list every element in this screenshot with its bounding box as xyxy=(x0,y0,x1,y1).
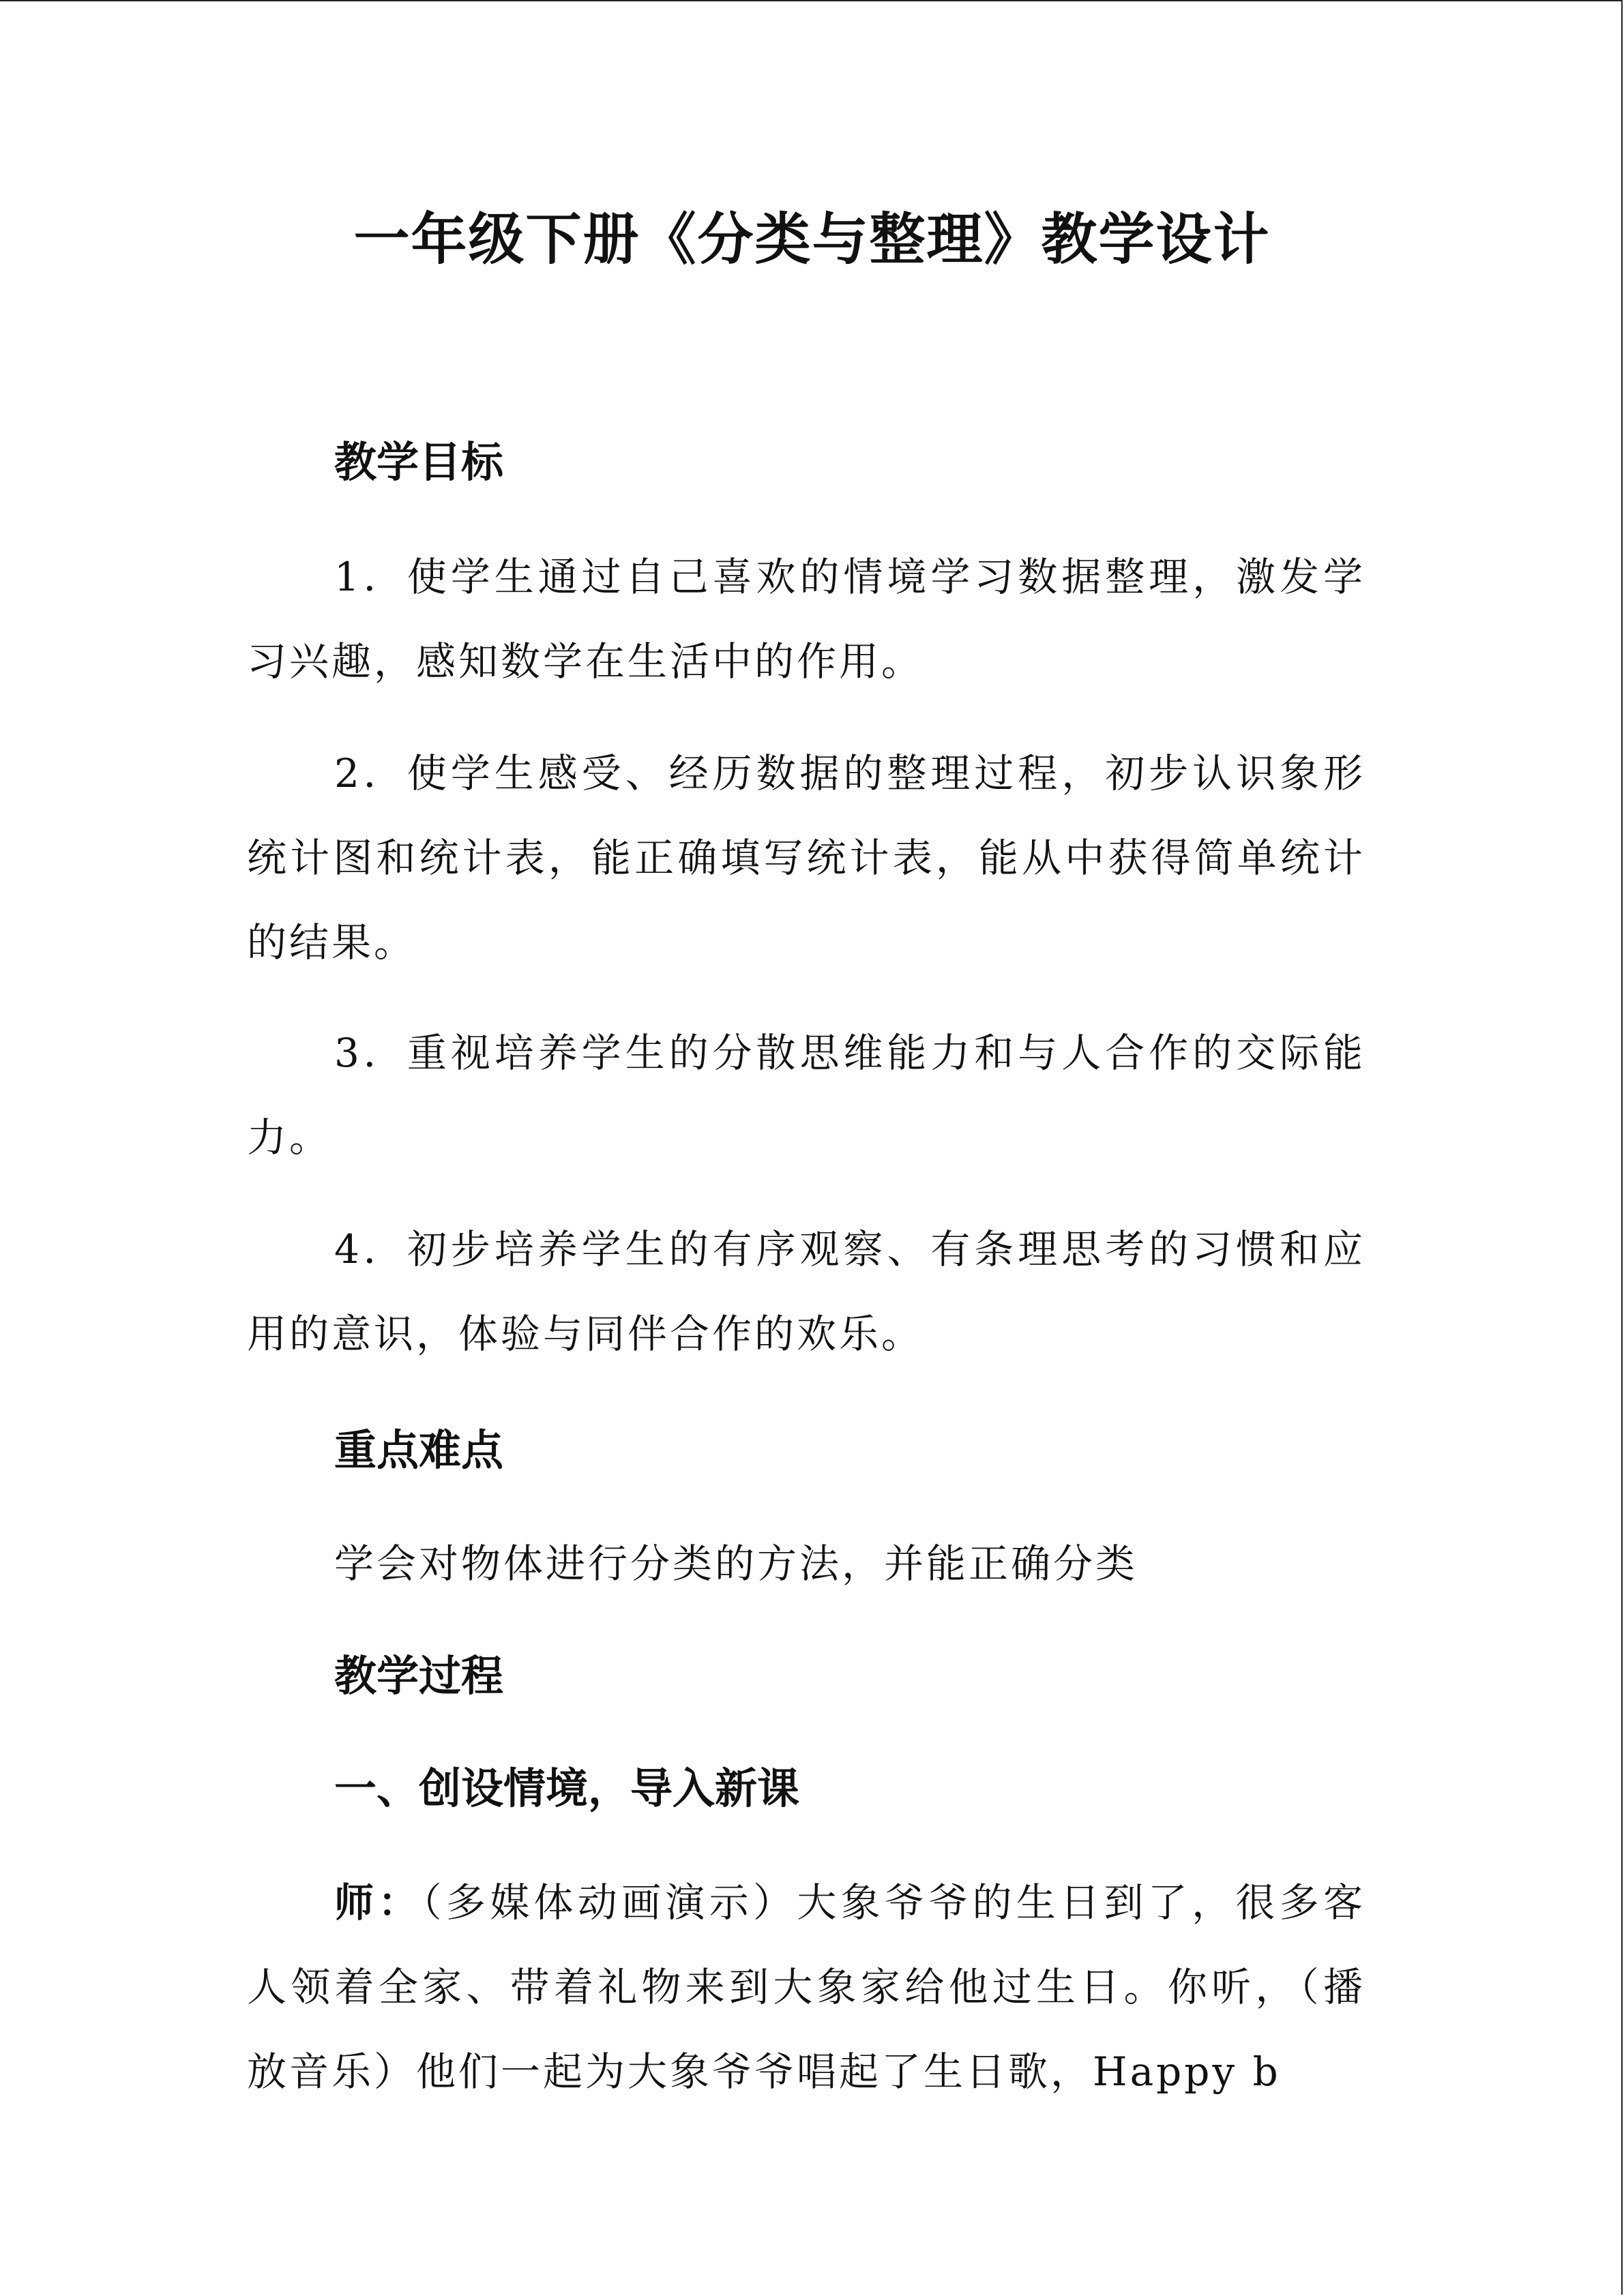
goal-item-4: 4．初步培养学生的有序观察、有条理思考的习惯和应用的意识，体验与同伴合作的欢乐。 xyxy=(247,1226,1365,1357)
goal-item-2: 2．使学生感受、经历数据的整理过程，初步认识象形统计图和统计表，能正确填写统计表，能从中获得简单统计的结果。 xyxy=(247,750,1365,966)
key-points-text: 学会对物体进行分类的方法，并能正确分类 xyxy=(334,1540,1138,1587)
document-title: 一年级下册《分类与整理》教学设计 xyxy=(353,207,1271,272)
teacher-paragraph xyxy=(247,1860,1365,2114)
section-heading-key-points: 重点难点 xyxy=(334,1425,504,1475)
teacher-text: （多媒体动画演示）大象爷爷的生日到了，很多客人领着全家、带着礼物来到大象家给他过生日。你听，（播放音乐）他们一起为大象爷爷唱起了生日歌，Happy b xyxy=(247,1879,1365,2095)
section-heading-process: 教学过程 xyxy=(334,1651,504,1701)
goal-item-1: 1．使学生通过自己喜欢的情境学习数据整理，激发学习兴趣，感知数学在生活中的作用。 xyxy=(247,554,1365,685)
process-step-1-heading: 一、创设情境，导入新课 xyxy=(334,1763,800,1813)
goal-item-3: 3．重视培养学生的分散思维能力和与人合作的交际能力。 xyxy=(247,1030,1365,1161)
section-heading-goals: 教学目标 xyxy=(334,437,504,487)
teacher-label: 师： xyxy=(334,1879,422,1926)
